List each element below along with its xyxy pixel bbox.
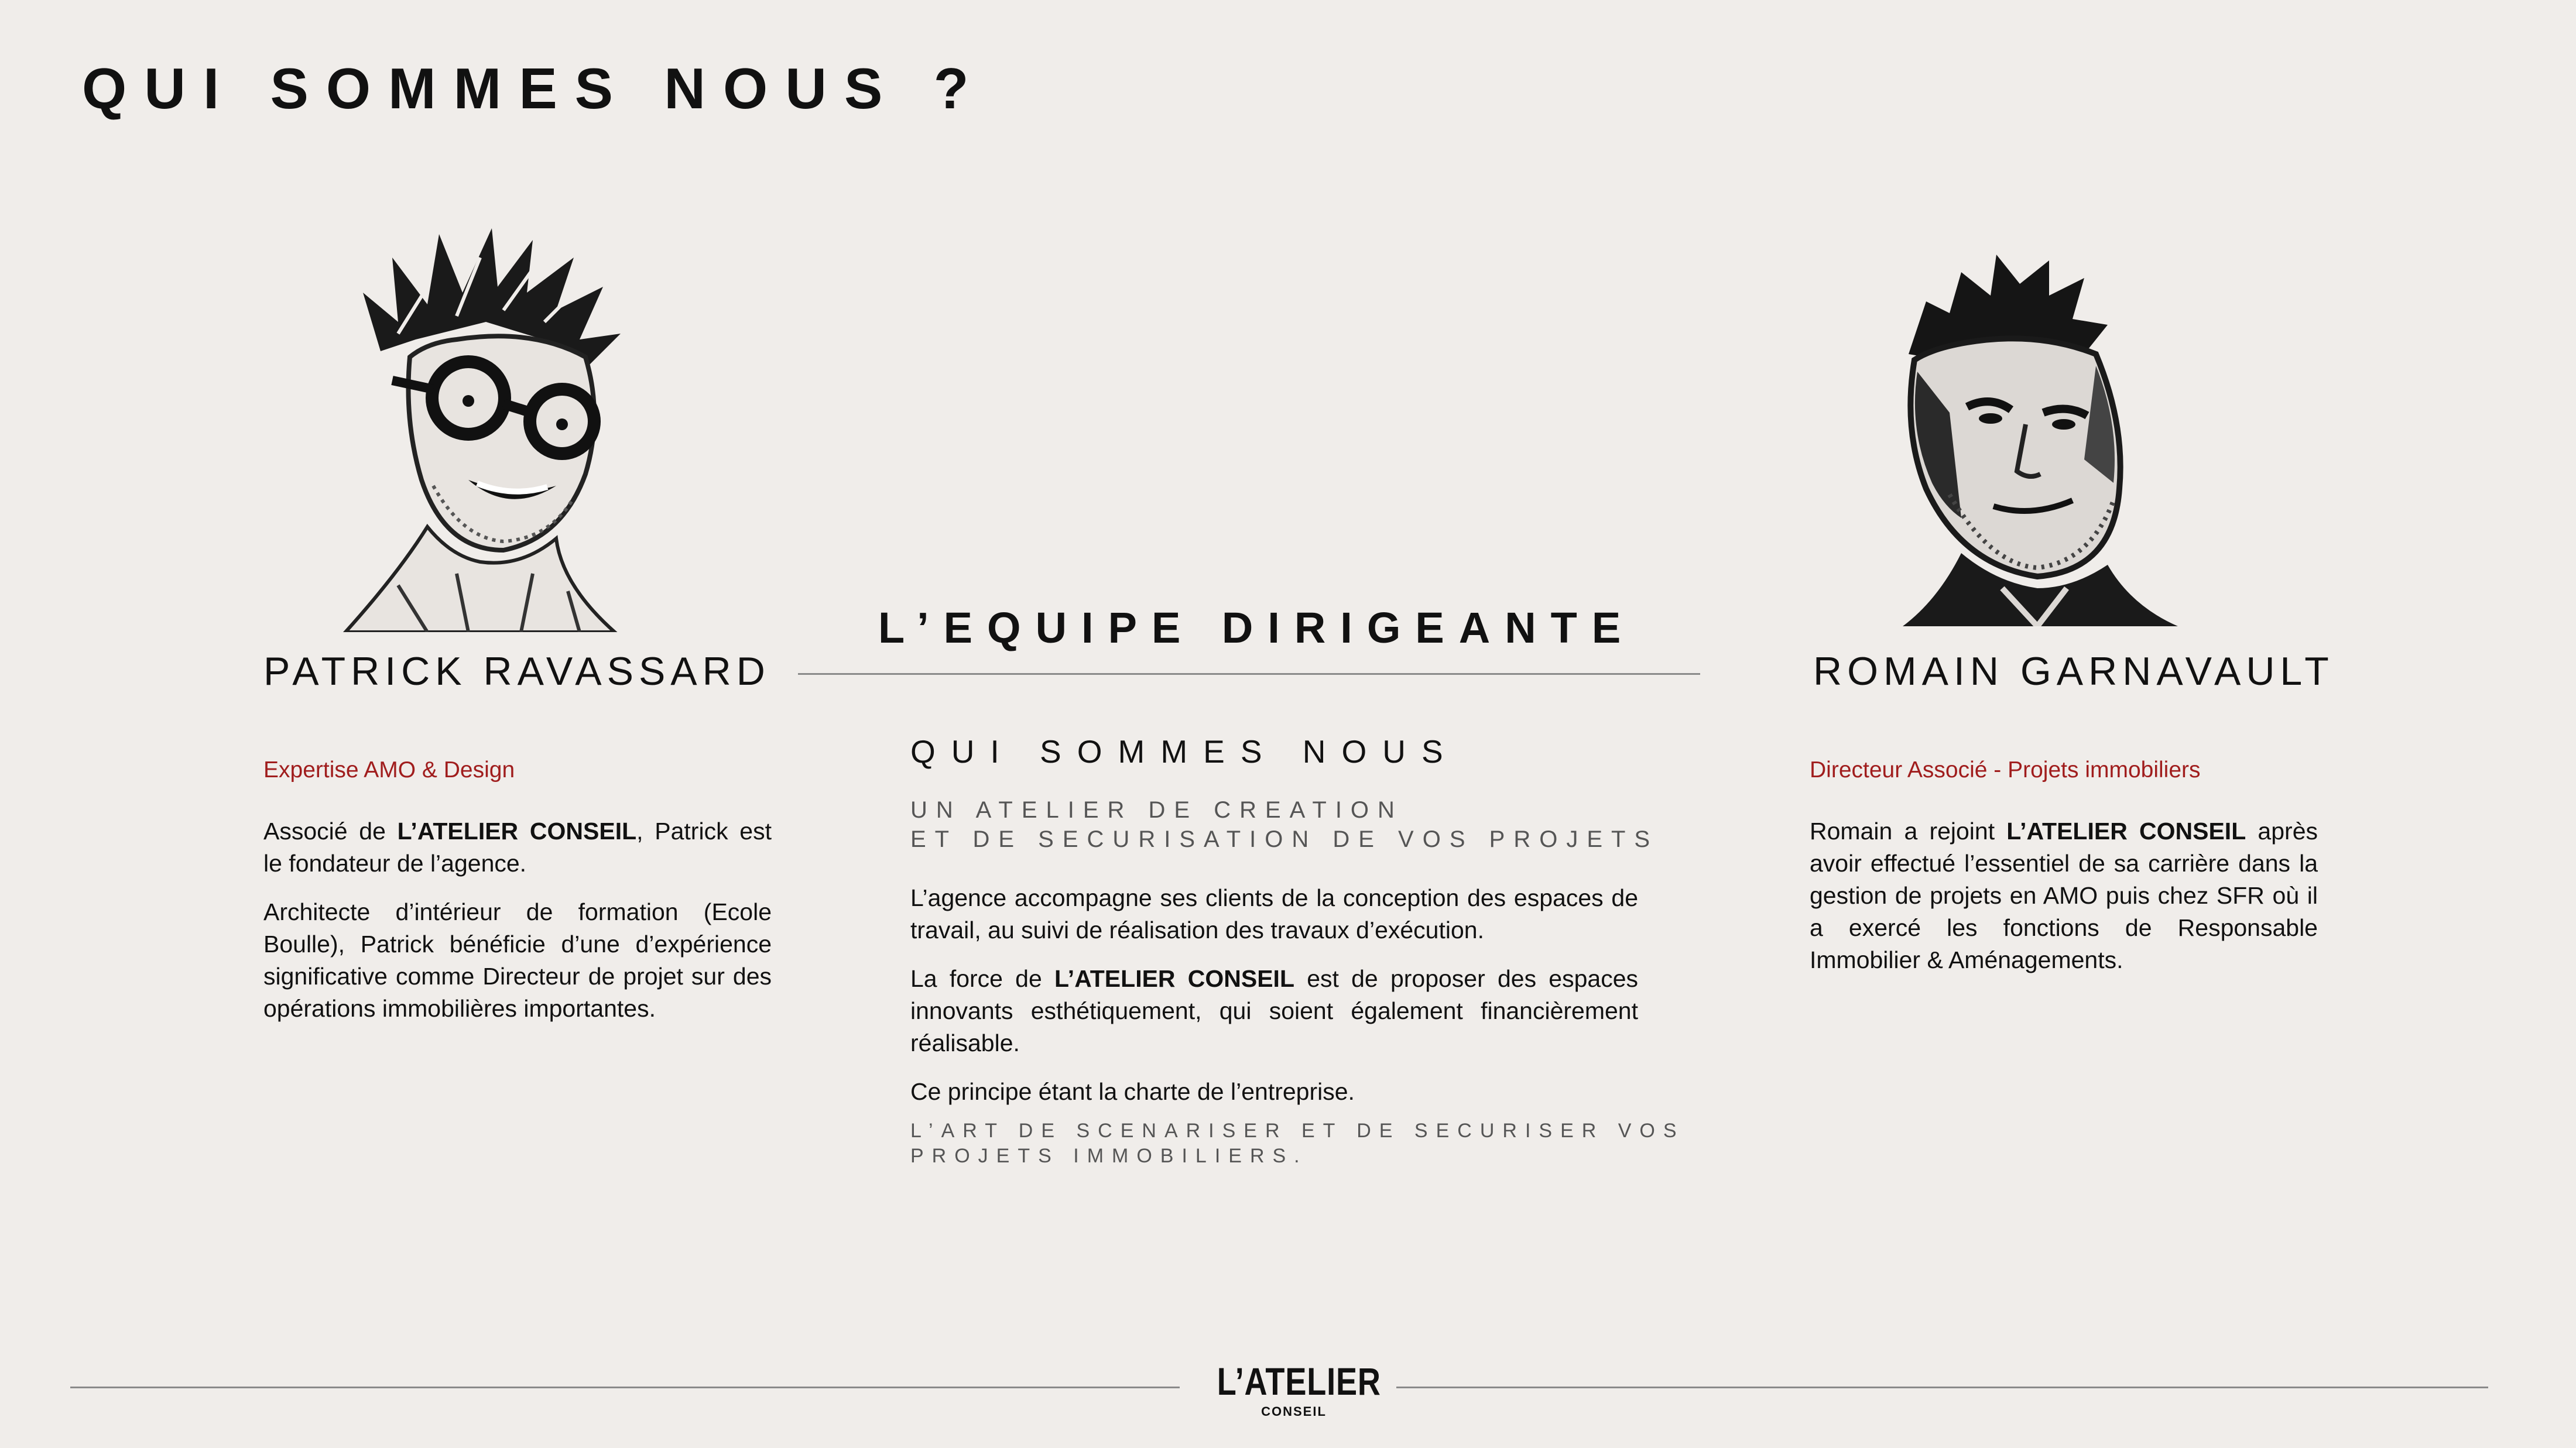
- center-paragraph-3: Ce principe étant la charte de l’entreprise.: [910, 1078, 1355, 1105]
- center-paragraph-2: La force de L’ATELIER CONSEIL est de proposer des espaces innovants esthétiquement, qui soient également financièrement réalisable.: [910, 965, 1639, 1056]
- heading-divider: [798, 673, 1700, 675]
- bio-right-paragraph-1: Romain a rejoint L’ATELIER CONSEIL après avoir effectué l’essentiel de sa carrière dans la gestion de projets en AMO puis chez SFR où il a exercé les fonctions de Responsable Immobilier & Aménagements.: [1810, 818, 2318, 973]
- person-bio-right: [1810, 815, 2318, 993]
- closing-line-2: PROJETS IMMOBILIERS.: [910, 1145, 1308, 1167]
- bio-left-paragraph-2: Architecte d’intérieur de formation (Ecole Boulle), Patrick bénéficie d’une d’expérience significative comme Directeur de projet sur des opérations immobilières importantes.: [263, 898, 772, 1022]
- closing-line-1: L’ART DE SCENARISER ET DE SECURISER VOS: [910, 1120, 1685, 1142]
- footer-divider-right: [1396, 1387, 2488, 1388]
- footer-divider-left: [70, 1387, 1180, 1388]
- tagline-line-2: ET DE SECURISATION DE VOS PROJETS: [910, 826, 1659, 852]
- logo-wordmark: L’ATELIER: [1217, 1360, 1381, 1403]
- bio-left-paragraph-1: Associé de L’ATELIER CONSEIL, Patrick est le fondateur de l’agence.: [263, 818, 772, 877]
- center-subtitle: QUI SOMMES NOUS: [910, 733, 1459, 770]
- person-role-right: Directeur Associé - Projets immobiliers: [1810, 757, 2201, 783]
- section-heading: L’EQUIPE DIRIGEANTE: [878, 603, 1636, 652]
- portrait-romain-garnavault: [1862, 237, 2190, 626]
- person-role-left: Expertise AMO & Design: [263, 757, 515, 783]
- page-title: QUI SOMMES NOUS ?: [82, 56, 986, 121]
- portrait-patrick-ravassard: [310, 222, 644, 632]
- person-name-left: PATRICK RAVASSARD: [263, 649, 770, 694]
- company-logo: [1200, 1361, 1388, 1419]
- center-paragraph-1: L’agence accompagne ses clients de la conception des espaces de travail, au suivi de réalisation des travaux d’exécution.: [910, 884, 1638, 943]
- tagline-line-1: UN ATELIER DE CREATION: [910, 797, 1403, 823]
- logo-subtitle: CONSEIL: [1261, 1404, 1327, 1419]
- center-body: [910, 882, 1638, 1124]
- person-name-right: ROMAIN GARNAVAULT: [1813, 649, 2334, 694]
- person-bio-left: [263, 815, 772, 1041]
